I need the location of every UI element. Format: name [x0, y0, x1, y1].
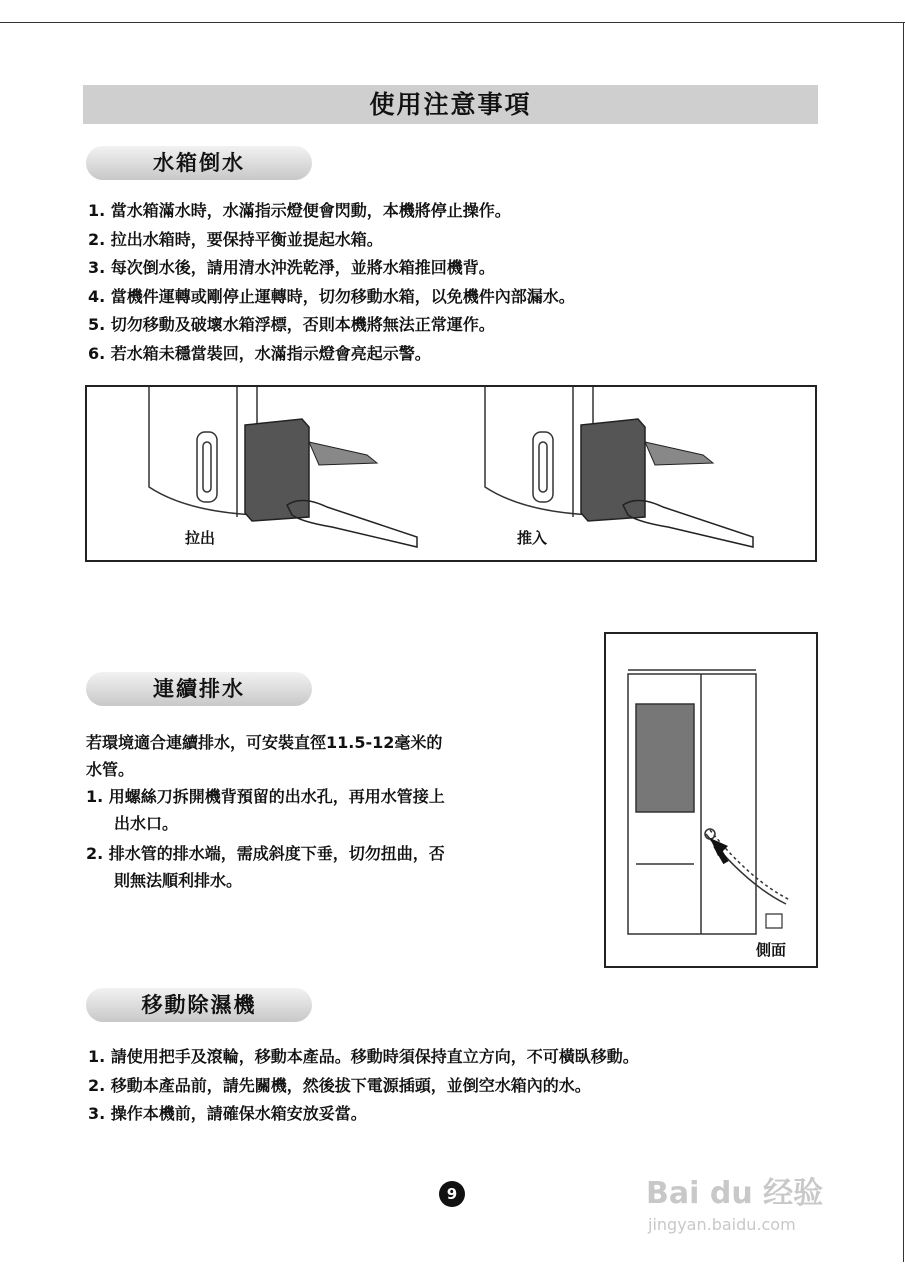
list-item: 2. 拉出水箱時，要保持平衡並提起水箱。 — [88, 229, 383, 249]
page-border-right — [903, 22, 904, 1262]
baidu-watermark-url: jingyan.baidu.com — [648, 1215, 796, 1234]
dehumidifier-side-drawing — [606, 634, 818, 968]
step-line: 1. 用螺絲刀拆開機背預留的出水孔，再用水管接上 — [86, 787, 445, 806]
section-heading-continuous-drain: 連續排水 — [86, 672, 312, 706]
page-number: 9 — [439, 1181, 465, 1207]
step-line: 則無法順利排水。 — [114, 871, 243, 890]
section-heading-water-tank: 水箱倒水 — [86, 146, 312, 180]
section-heading-move-dehumidifier: 移動除濕機 — [86, 988, 312, 1022]
water-tank-illustration — [85, 385, 817, 562]
list-item: 1. 當水箱滿水時，水滿指示燈便會閃動，本機將停止操作。 — [88, 201, 511, 220]
list-item: 6. 若水箱未穩當裝回，水滿指示燈會亮起示警。 — [88, 343, 431, 363]
intro-line: 水管。 — [86, 760, 135, 779]
drain-step-2 — [86, 840, 445, 894]
drain-step-1 — [86, 783, 445, 837]
side-view-illustration — [604, 632, 818, 968]
baidu-watermark: Bai du 经验 — [646, 1176, 824, 1211]
intro-line: 若環境適合連續排水，可安裝直徑11.5-12毫米的 — [86, 733, 443, 752]
list-item: 2. 移動本產品前，請先關機，然後拔下電源插頭，並倒空水箱內的水。 — [88, 1075, 591, 1095]
list-item: 5. 切勿移動及破壞水箱浮標，否則本機將無法正常運作。 — [88, 315, 495, 334]
page-title: 使用注意事項 — [83, 85, 818, 124]
list-item: 3. 操作本機前，請確保水箱安放妥當。 — [88, 1104, 367, 1123]
step-line: 2. 排水管的排水端，需成斜度下垂，切勿扭曲，否 — [86, 844, 445, 863]
continuous-drain-intro — [86, 729, 442, 783]
push-label: 推入 — [517, 529, 548, 547]
move-instructions — [88, 1043, 639, 1129]
water-tank-instructions — [88, 197, 575, 368]
page-border-top — [0, 22, 905, 23]
list-item: 1. 請使用把手及滾輪，移動本產品。移動時須保持直立方向，不可橫臥移動。 — [88, 1047, 639, 1066]
side-view-label: 側面 — [756, 941, 787, 959]
step-line: 出水口。 — [114, 814, 179, 833]
list-item: 3. 每次倒水後，請用清水沖洗乾淨，並將水箱推回機背。 — [88, 258, 495, 277]
pull-label: 拉出 — [185, 529, 216, 547]
list-item: 4. 當機件運轉或剛停止運轉時，切勿移動水箱，以免機件內部漏水。 — [88, 286, 575, 306]
